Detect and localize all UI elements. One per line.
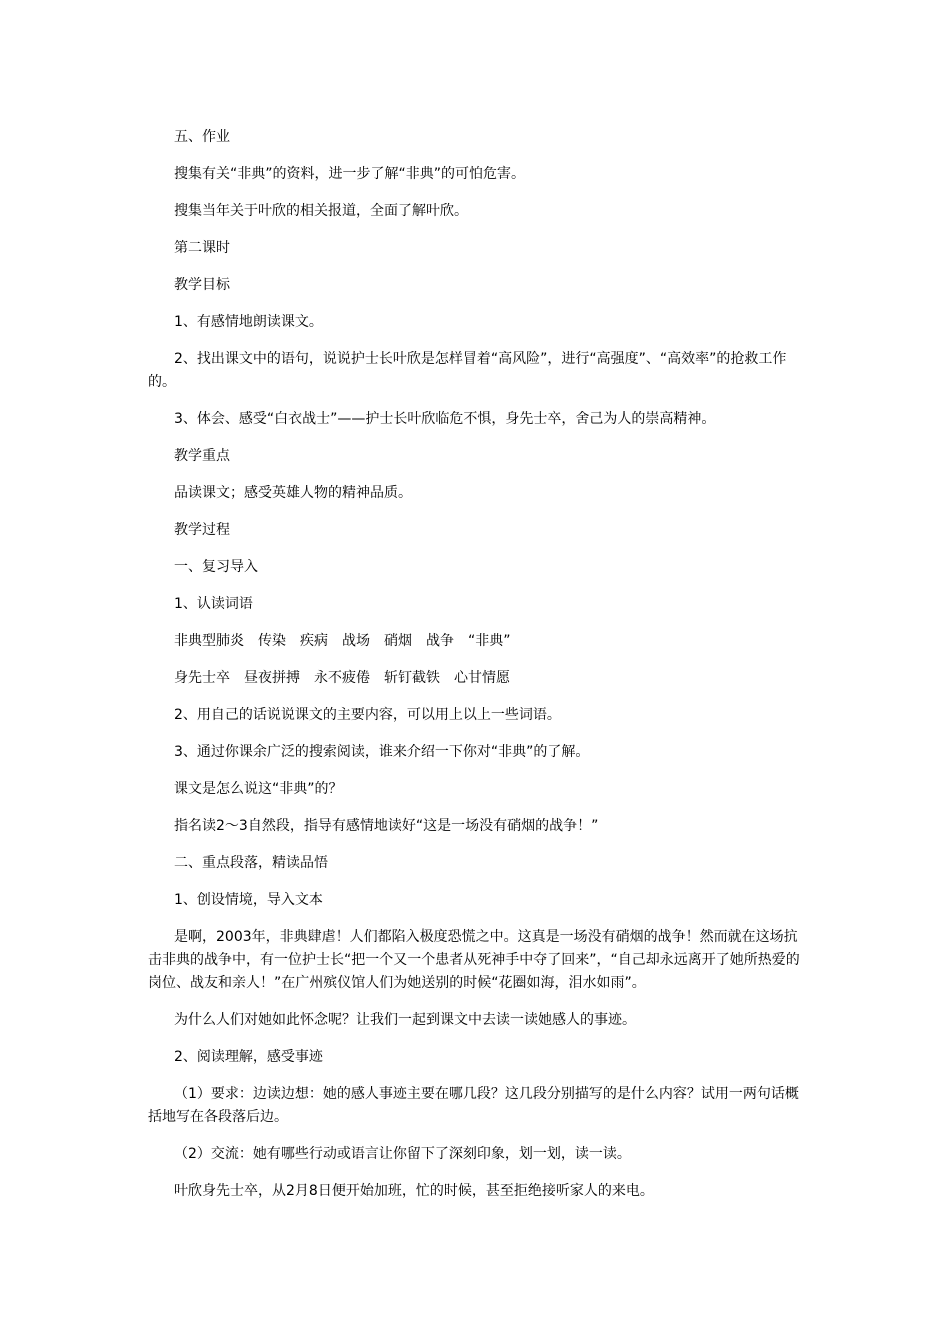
step-item: 1、创设情境，导入文本 bbox=[174, 892, 323, 908]
step-heading: 一、复习导入 bbox=[174, 559, 258, 575]
step-item: 3、通过你课余广泛的搜索阅读，谁来介绍一下你对“非典”的了解。 bbox=[174, 744, 590, 760]
lesson-heading: 第二课时 bbox=[174, 240, 230, 256]
body-text: 是啊，2003年，非典肆虐！人们都陷入极度恐慌之中。这真是一场没有硝烟的战争！然而就在这场抗击非典的战争中，有一位护士长“把一个又一个患者从死神手中夺了回来”，“自己却永远离开了她所热爱的岗位、战友和亲人！”在广州殡仪馆人们为她送别的时候“花圈如海，泪水如雨”。 bbox=[148, 929, 800, 991]
step-item: 2、阅读理解，感受事迹 bbox=[174, 1049, 323, 1065]
step-heading: 二、重点段落，精读品悟 bbox=[174, 855, 328, 871]
homework-item: 搜集有关“非典”的资料，进一步了解“非典”的可怕危害。 bbox=[174, 166, 526, 182]
step-item: 1、认读词语 bbox=[174, 596, 253, 612]
goal-item: 2、找出课文中的语句，说说护士长叶欣是怎样冒着“高风险”，进行“高强度”、“高效率”的抢救工作的。 bbox=[148, 351, 787, 390]
body-text: 叶欣身先士卒，从2月8日便开始加班，忙的时候，甚至拒绝接听家人的来电。 bbox=[174, 1183, 654, 1199]
document-body bbox=[148, 126, 810, 1217]
body-text: 课文是怎么说这“非典”的？ bbox=[174, 781, 343, 797]
section-heading-homework: 五、作业 bbox=[174, 129, 230, 145]
body-text: （1）要求：边读边想：她的感人事迹主要在哪几段？这几段分别描写的是什么内容？试用一两句话概括地写在各段落后边。 bbox=[148, 1086, 799, 1125]
vocabulary-line: 身先士卒 昼夜拼搏 永不疲倦 斩钉截铁 心甘情愿 bbox=[174, 670, 510, 686]
section-heading-process: 教学过程 bbox=[174, 522, 230, 538]
goal-item: 1、有感情地朗读课文。 bbox=[174, 314, 323, 330]
homework-item: 搜集当年关于叶欣的相关报道，全面了解叶欣。 bbox=[174, 203, 468, 219]
section-heading-goals: 教学目标 bbox=[174, 277, 230, 293]
body-text: （2）交流：她有哪些行动或语言让你留下了深刻印象，划一划，读一读。 bbox=[174, 1146, 631, 1162]
body-text: 为什么人们对她如此怀念呢？让我们一起到课文中去读一读她感人的事迹。 bbox=[174, 1012, 636, 1028]
step-item: 2、用自己的话说说课文的主要内容，可以用上以上一些词语。 bbox=[174, 707, 561, 723]
body-text: 指名读2～3自然段，指导有感情地读好“这是一场没有硝烟的战争！” bbox=[174, 818, 599, 834]
goal-item: 3、体会、感受“白衣战士”——护士长叶欣临危不惧，身先士卒，舍己为人的崇高精神。 bbox=[174, 411, 716, 427]
focus-text: 品读课文；感受英雄人物的精神品质。 bbox=[174, 485, 412, 501]
vocabulary-line: 非典型肺炎 传染 疾病 战场 硝烟 战争 “非典” bbox=[174, 633, 511, 649]
section-heading-focus: 教学重点 bbox=[174, 448, 230, 464]
